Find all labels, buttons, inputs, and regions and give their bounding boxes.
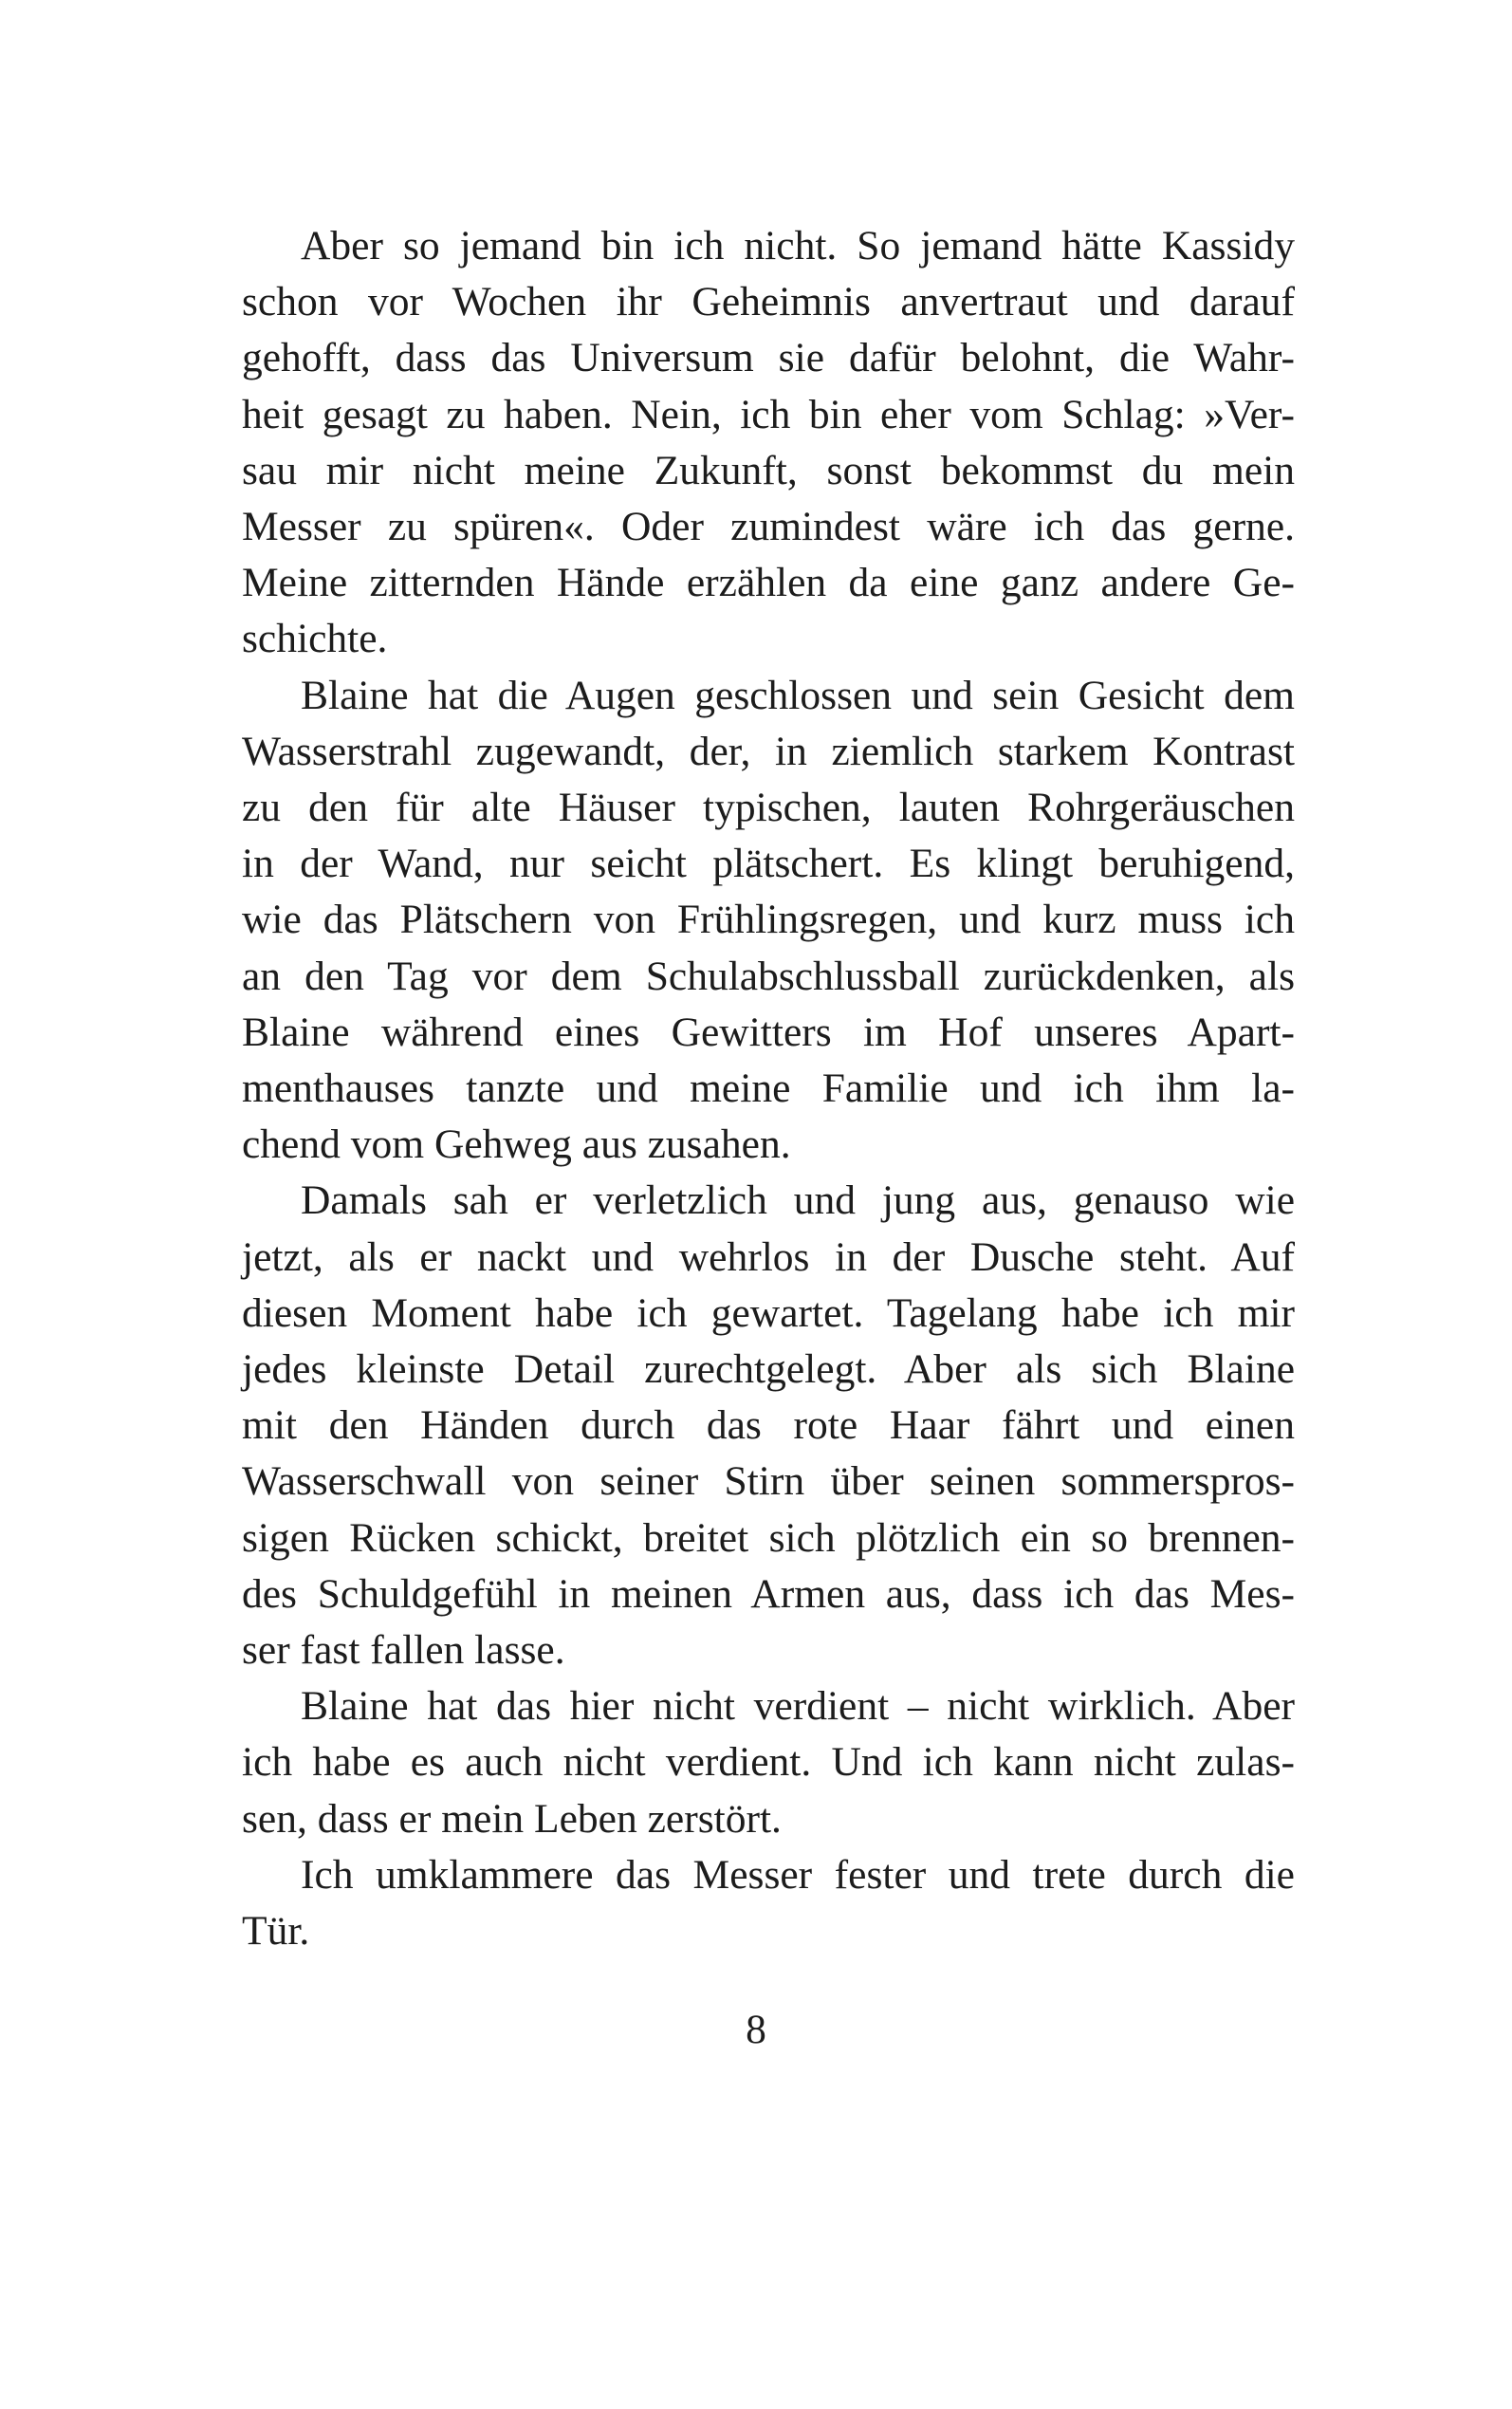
text-line: an den Tag vor dem Schulabschlussball zurückdenken, als (242, 953, 1295, 999)
text-line: Ich umklammere das Messer fester und trete durch die (301, 1851, 1295, 1898)
text-line: Wasserstrahl zugewandt, der, in ziemlich starkem Kontrast (242, 728, 1295, 774)
text-line: mit den Händen durch das rote Haar fährt und einen (242, 1402, 1295, 1449)
text-line: wie das Plätschern von Frühlingsregen, und kurz muss ich (242, 897, 1295, 943)
text-line: Blaine hat die Augen geschlossen und sein Gesicht dem (301, 672, 1295, 718)
text-line: zu den für alte Häuser typischen, lauten Rohrgeräuschen (242, 785, 1295, 831)
text-line: ich habe es auch nicht verdient. Und ich kann nicht zulas- (242, 1739, 1295, 1786)
text-line: Messer zu spüren«. Oder zumindest wäre ich das gerne. (242, 504, 1295, 550)
paragraph-2 (242, 668, 1295, 1174)
text-line: in der Wand, nur seicht plätschert. Es klingt beruhigend, (242, 841, 1295, 887)
text-line: menthauses tanzte und meine Familie und ich ihm la- (242, 1066, 1295, 1112)
text-line: sau mir nicht meine Zukunft, sonst bekommst du mein (242, 447, 1295, 493)
body-text (242, 218, 1295, 1959)
text-line: Blaine hat das hier nicht verdient – nicht wirklich. Aber (301, 1683, 1295, 1730)
text-line: heit gesagt zu haben. Nein, ich bin eher vom Schlag: »Ver- (242, 391, 1295, 437)
text-line: Wasserschwall von seiner Stirn über seinen sommerspros- (242, 1458, 1295, 1505)
page-number: 8 (746, 2007, 766, 2052)
text-line: Blaine während eines Gewitters im Hof unseres Apart- (242, 1009, 1295, 1055)
paragraph-3 (242, 1173, 1295, 1678)
text-line: jedes kleinste Detail zurechtgelegt. Aber als sich Blaine (242, 1346, 1295, 1393)
text-line: schichte. (242, 616, 388, 662)
paragraph-4 (242, 1678, 1295, 1847)
text-line: Meine zitternden Hände erzählen da eine ganz andere Ge- (242, 560, 1295, 606)
text-line: sen, dass er mein Leben zerstört. (242, 1795, 782, 1842)
text-line: Damals sah er verletzlich und jung aus, genauso wie (301, 1177, 1295, 1224)
text-line: des Schuldgefühl in meinen Armen aus, dass ich das Mes- (242, 1570, 1295, 1617)
text-line: schon vor Wochen ihr Geheimnis anvertraut und darauf (242, 279, 1295, 325)
text-line: diesen Moment habe ich gewartet. Tagelang habe ich mir (242, 1289, 1295, 1336)
text-line: gehofft, dass das Universum sie dafür belohnt, die Wahr- (242, 335, 1295, 381)
text-line: chend vom Gehweg aus zusahen. (242, 1121, 791, 1168)
paragraph-1 (242, 218, 1295, 668)
text-line: Tür. (242, 1908, 310, 1955)
text-line: ser fast fallen lasse. (242, 1627, 565, 1674)
text-line: sigen Rücken schickt, breitet sich plötzlich ein so brennen- (242, 1514, 1295, 1561)
text-line: jetzt, als er nackt und wehrlos in der Dusche steht. Auf (242, 1233, 1295, 1280)
text-line: Aber so jemand bin ich nicht. So jemand hätte Kassidy (301, 223, 1295, 269)
paragraph-5 (242, 1847, 1295, 1959)
